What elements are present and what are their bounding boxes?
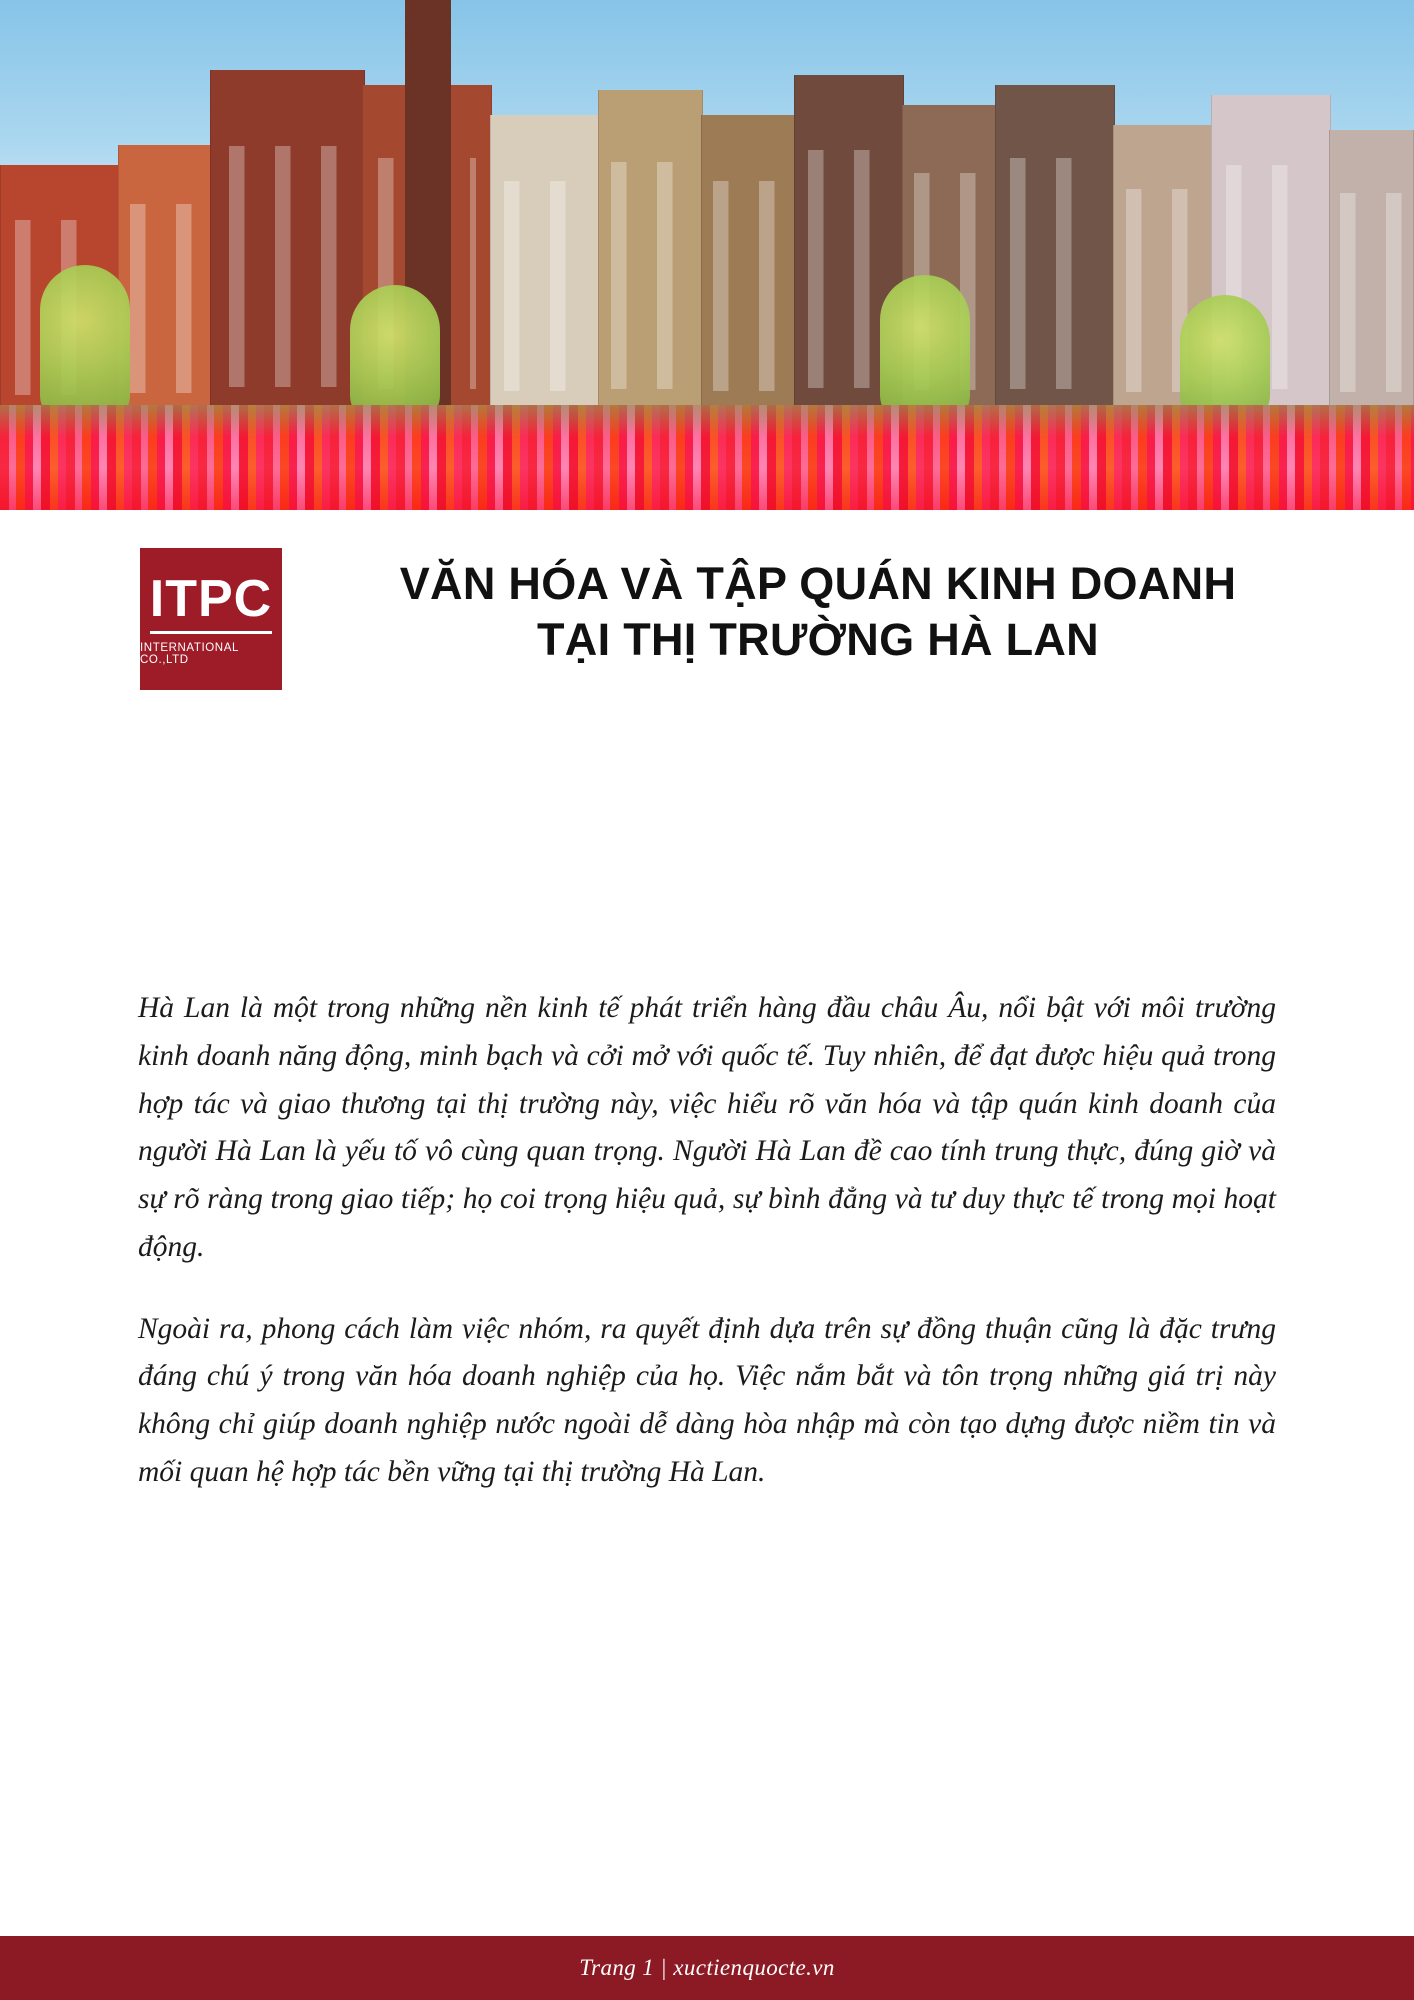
logo-main-text: ITPC	[150, 573, 272, 634]
page-footer	[0, 1936, 1414, 2000]
title-block	[318, 556, 1318, 669]
page-title-line-2: TẠI THỊ TRƯỜNG HÀ LAN	[537, 614, 1099, 666]
tree	[880, 275, 970, 425]
hero-banner-image	[0, 0, 1414, 510]
document-header	[0, 548, 1414, 690]
footer-text: Trang 1 | xuctienquocte.vn	[579, 1955, 835, 1980]
body-paragraph-2: Ngoài ra, phong cách làm việc nhóm, ra quyết định dựa trên sự đồng thuận cũng là đặc trưng đáng chú ý trong văn hóa doanh nghiệp của họ. Việc nắm bắt và tôn trọng những giá trị này không chỉ giúp doanh nghiệp nước ngoài dễ dàng hòa nhập mà còn tạo dựng được niềm tin và mối quan hệ hợp tác bền vững tại thị trường Hà Lan.	[138, 1312, 1276, 1489]
tree-row	[0, 255, 1414, 425]
document-body	[138, 985, 1276, 1497]
logo-sub-text: INTERNATIONAL CO.,LTD	[140, 641, 239, 666]
tulip-field	[0, 405, 1414, 510]
body-paragraph-1: Hà Lan là một trong những nền kinh tế phát triển hàng đầu châu Âu, nổi bật với môi trường kinh doanh năng động, minh bạch và cởi mở với quốc tế. Tuy nhiên, để đạt được hiệu quả trong hợp tác và giao thương tại thị trường này, việc hiểu rõ văn hóa và tập quán kinh doanh của người Hà Lan là yếu tố vô cùng quan trọng. Người Hà Lan đề cao tính trung thực, đúng giờ và sự rõ ràng trong giao tiếp; họ coi trọng hiệu quả, sự bình đẳng và tư duy thực tế trong mọi hoạt động.	[138, 992, 1276, 1263]
page-title	[318, 556, 1318, 669]
itpc-logo	[140, 548, 282, 690]
page-title-line-1: VĂN HÓA VÀ TẬP QUÁN KINH DOANH	[399, 558, 1237, 609]
tree	[350, 285, 440, 425]
tree	[40, 265, 130, 425]
